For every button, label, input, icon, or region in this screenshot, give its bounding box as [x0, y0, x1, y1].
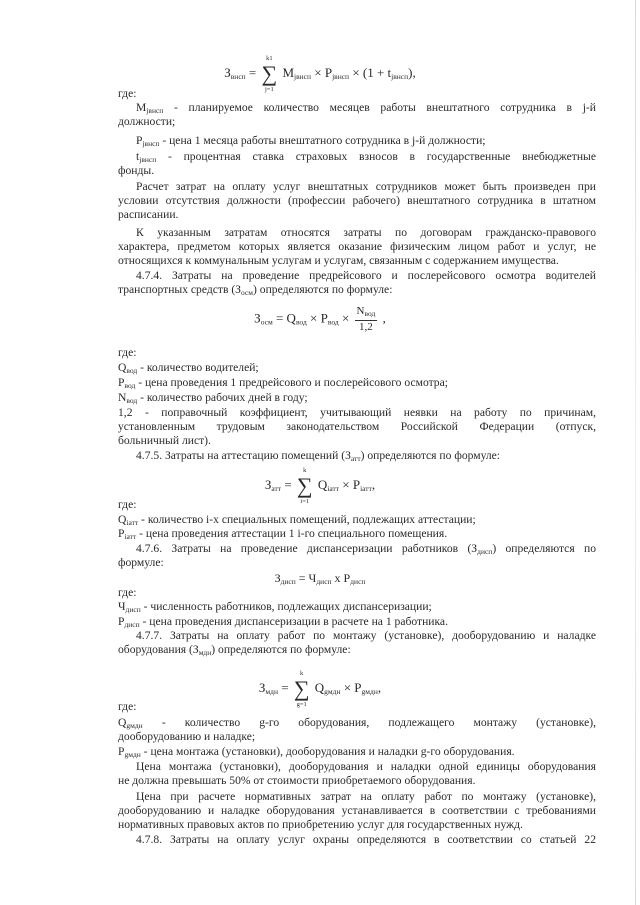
paragraph-incl-line3: относящихся к коммунальным услугам и услугам, связанным с содержанием имущества.: [118, 254, 559, 267]
formula-outsourced-staff-cost: $З_{внсп}$ = ∑ k1 j=1 $М_{jвнсп} \times Р_{jвнсп} \times (1 + t_{jвнсп})$,: [224, 55, 416, 93]
formula-dispensary-cost: $З_{дисп} = Ч_{дисп}$ х $Р_{дисп}$: [274, 571, 366, 586]
section-4-7-7-line2: оборудования $(З_{мдн})$ определяются по формуле:: [118, 643, 351, 657]
section-4-7-6-line2: формуле:: [118, 556, 164, 569]
paragraph-calc-line2: условии отсутствия должности (профессии рабочего) внештатного сотрудника в штатном: [118, 194, 596, 207]
formula-installation-cost: $З_{мдн}$ = ∑ k g=1 $Q_{gмдн} \times P_{gмдн}$,: [258, 670, 382, 708]
definition-p-att: $Р_{iатт}$ - цена проведения аттестации 1 i-го специального помещения.: [118, 527, 448, 541]
section-4-7-7-line1: 4.7.7. Затраты на оплату работ по монтажу (установке), дооборудованию и наладке: [136, 629, 596, 642]
definition-p-vod: $Р_{вод}$ - цена проведения 1 предрейсового и послерейсового осмотра;: [118, 376, 448, 390]
where-label: где:: [118, 346, 137, 359]
summation-sign: ∑ k g=1: [293, 670, 310, 708]
coefficient-line2: установленным трудовым законодательством Российской Федерации (отпуск,: [118, 420, 596, 433]
formula-medical-checkup-cost: $З_{осм} = Q_{вод} \times P_{вод}$ × $\frac{N_{вод}}{1,2}$ ,: [254, 305, 386, 333]
definition-t: $t_{jвнсп}$ - процентная ставка страховых взносов в государственные внебюджетные: [136, 150, 596, 164]
paragraph-norms-line3: нормативных правовых актов по приобретению услуг для государственных нужд.: [118, 818, 523, 831]
where-label: где:: [118, 87, 137, 100]
paragraph-price-limit-line1: Цена монтажа (установки), дооборудования и наладки одной единицы оборудования: [136, 760, 596, 773]
section-4-7-4-line2: транспортных средств $(З_{осм})$ определяются по формуле:: [118, 283, 393, 297]
definition-t-cont: фонды.: [118, 164, 155, 177]
definition-p-mdn: $Р_{gмдн}$ - цена монтажа (установки), дооборудования и наладки g-го оборудования.: [118, 745, 515, 759]
definition-p: $Р_{jвнсп}$ - цена 1 месяца работы внештатного сотрудника в j-й должности;: [136, 134, 486, 148]
definition-q-mdn-cont: дооборудованию и наладке;: [118, 730, 256, 743]
paragraph-calc-line1: Расчет затрат на оплату услуг внештатных сотрудников может быть произведен при: [136, 180, 596, 193]
definition-ch-disp: $Ч_{дисп}$ - численность работников, подлежащих диспансеризации;: [118, 600, 432, 614]
where-label: где:: [118, 586, 137, 599]
section-4-7-6-line1: 4.7.6. Затраты на проведение диспансеризации работников $(З_{дисп})$ определяются по: [136, 542, 596, 556]
definition-m: $М_{jвнсп}$ - планируемое количество месяцев работы внештатного сотрудника в j-й: [136, 101, 596, 115]
fraction: $\frac{N_{вод}}{1,2}$: [356, 305, 376, 333]
paragraph-calc-line3: расписании.: [118, 208, 179, 221]
paragraph-incl-line1: К указанным затратам относятся затраты по договорам гражданско-правового: [136, 226, 596, 239]
definition-q-mdn: $Q_{gмдн}$ - количество g-го оборудования, подлежащего монтажу (установке),: [118, 716, 596, 730]
definition-q-att: $Q_{iатт}$ - количество i-х специальных помещений, подлежащих аттестации;: [118, 513, 476, 527]
paragraph-incl-line2: характера, предметом которых является оказание физическим лицом работ и услуг, не: [118, 240, 596, 253]
section-4-7-4-line1: 4.7.4. Затраты на проведение предрейсового и послерейсового осмотра водителей: [136, 269, 596, 282]
definition-p-disp: $Р_{дисп}$ - цена проведения диспансеризации в расчете на 1 работника.: [118, 615, 448, 629]
definition-q-vod: $Q_{вод}$ - количество водителей;: [118, 361, 259, 375]
paragraph-norms-line1: Цена при расчете нормативных затрат на оплату работ по монтажу (установке),: [136, 790, 596, 803]
definition-m-cont: должности;: [118, 115, 176, 128]
section-4-7-5: 4.7.5. Затраты на аттестацию помещений $(З_{атт})$ определяются по формуле:: [136, 449, 501, 463]
where-label: где:: [118, 700, 137, 713]
paragraph-price-limit-line2: не должна превышать 50% от стоимости приобретаемого оборудования.: [118, 774, 476, 787]
summation-sign: ∑ k i=1: [296, 467, 313, 505]
paragraph-norms-line2: дооборудованию и наладке оборудования устанавливается в соответствии с требованиями: [118, 804, 596, 817]
summation-sign: ∑ k1 j=1: [261, 55, 278, 93]
page-edge-shadow: [635, 0, 636, 905]
coefficient-line1: 1,2 - поправочный коэффициент, учитывающий неявки на работу по причинам,: [118, 406, 596, 419]
formula-attestation-cost: $З_{атт}$ = ∑ k i=1 $Q_{iатт} \times P_{iатт}$,: [264, 467, 376, 505]
definition-n-vod: $N_{вод}$ - количество рабочих дней в году;: [118, 391, 308, 405]
where-label: где:: [118, 498, 137, 511]
coefficient-line3: больничный лист).: [118, 434, 211, 447]
section-4-7-8: 4.7.8. Затраты на оплату услуг охраны определяются в соответствии со статьей 22: [136, 833, 596, 846]
